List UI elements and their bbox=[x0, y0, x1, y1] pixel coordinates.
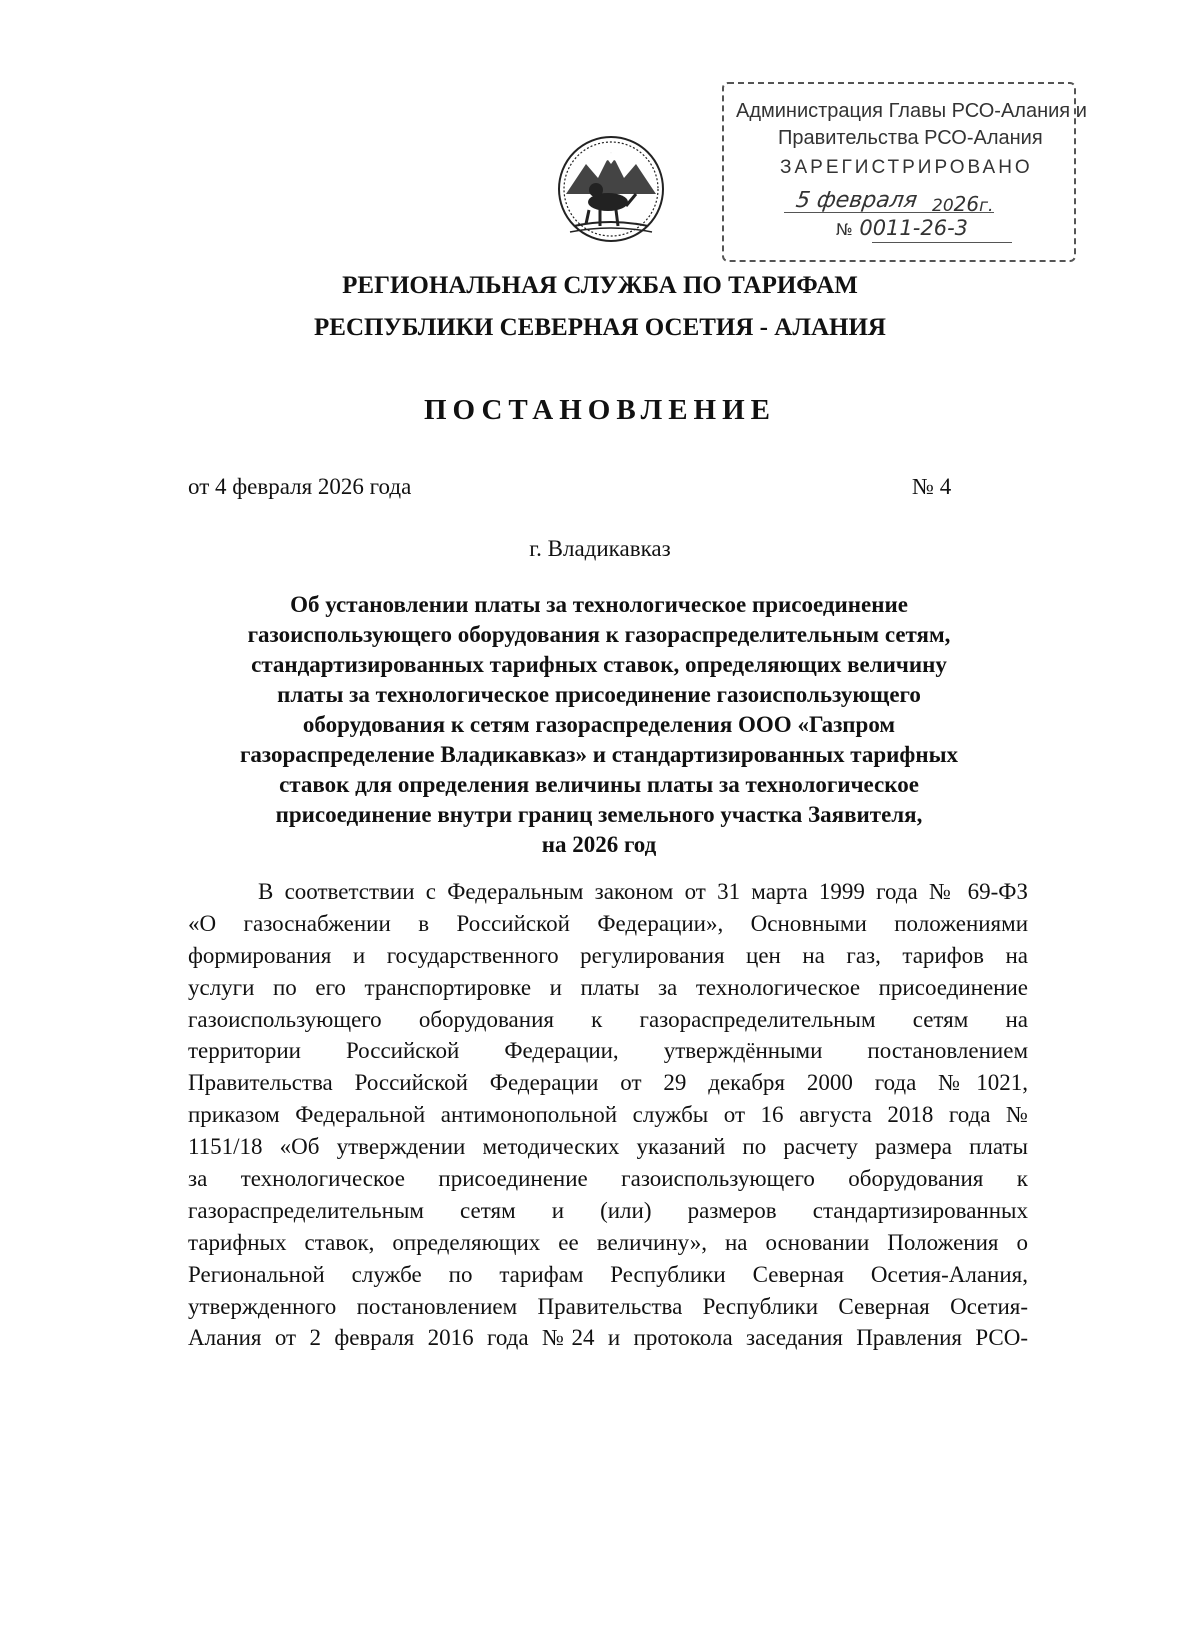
subject-line: на 2026 год bbox=[541, 832, 657, 857]
stamp-date-underline bbox=[784, 212, 994, 213]
stamp-line-government: Правительства РСО-Алания bbox=[778, 127, 1043, 149]
subject-line: платы за технологическое присоединение газоиспользующего bbox=[277, 682, 921, 707]
body-line: Правительства Российской Федерации от 29 декабря 2000 года №1021, bbox=[188, 1070, 1028, 1096]
subject-line: присоединение внутри границ земельного участка Заявителя, bbox=[275, 802, 923, 827]
body-line: утвержденного постановлением Правительства Республики Северная Осетия- bbox=[188, 1293, 1028, 1319]
body-line: тарифных ставок, определяющих ее величину», на основании Положения о bbox=[188, 1229, 1028, 1255]
body-line: 1151/18 «Об утверждении методических указаний по расчету размера платы bbox=[188, 1134, 1028, 1160]
body-line: Алания от 2 февраля 2016 года №24 и протокола заседания Правления РСО- bbox=[188, 1325, 1028, 1351]
stamp-year-suffix: г. bbox=[979, 196, 994, 216]
subject-line: оборудования к сетям газораспределения ООО «Газпром bbox=[302, 712, 896, 737]
subject-line: газоиспользующего оборудования к газораспределительным сетям, bbox=[247, 622, 951, 647]
coat-of-arms-emblem bbox=[556, 134, 666, 244]
document-number: № 4 bbox=[912, 474, 952, 499]
org-name-line2: РЕСПУБЛИКИ СЕВЕРНАЯ ОСЕТИЯ - АЛАНИЯ bbox=[314, 314, 886, 341]
body-line: за технологическое присоединение газоиспользующего оборудования к bbox=[188, 1166, 1028, 1192]
body-line: газоиспользующего оборудования к газораспределительным сетям на bbox=[188, 1006, 1028, 1032]
subject-line: ставок для определения величины платы за технологическое bbox=[279, 772, 919, 797]
subject-line: стандартизированных тарифных ставок, определяющих величину bbox=[251, 652, 947, 677]
stamp-registration-number bbox=[836, 216, 968, 240]
document-city: г. Владикавказ bbox=[529, 536, 671, 561]
document-subject bbox=[178, 590, 1020, 860]
stamp-number-prefix: № bbox=[836, 220, 853, 239]
subject-line: Об установлении платы за технологическое присоединение bbox=[290, 592, 908, 617]
stamp-registered-label: ЗАРЕГИСТРИРОВАНО bbox=[780, 157, 1033, 178]
document-date: от 4 февраля 2026 года bbox=[188, 474, 412, 499]
document-type-title: ПОСТАНОВЛЕНИЕ bbox=[423, 394, 776, 426]
registration-stamp bbox=[722, 82, 1087, 262]
document-body-paragraph bbox=[188, 876, 1028, 1354]
body-line: территории Российской Федерации, утверждёнными постановлением bbox=[188, 1038, 1028, 1064]
body-line: «О газоснабжении в Российской Федерации», Основными положениями bbox=[188, 910, 1028, 936]
body-line: приказом Федеральной антимонопольной службы от 16 августа 2018 года № bbox=[188, 1102, 1028, 1128]
body-line: Региональной службе по тарифам Республики Северная Осетия-Алания, bbox=[188, 1261, 1028, 1287]
stamp-year-handwritten: 26 bbox=[953, 192, 980, 216]
stamp-year-prefix: 20 bbox=[932, 196, 954, 216]
stamp-line-administration: Администрация Главы РСО-Алания и bbox=[736, 100, 1087, 122]
stamp-number-value: 0011-26-3 bbox=[859, 216, 969, 240]
stamp-number-underline bbox=[872, 242, 1012, 243]
body-line: формирования и государственного регулирования цен на газ, тарифов на bbox=[188, 942, 1028, 968]
body-line: услуги по его транспортировке и платы за технологическое присоединение bbox=[188, 974, 1028, 1000]
body-line: газораспределительным сетям и (или) размеров стандартизированных bbox=[188, 1197, 1028, 1223]
subject-line: газораспределение Владикавказ» и стандартизированных тарифных bbox=[239, 742, 959, 767]
body-line: В соответствии с Федеральным законом от 31 марта 1999 года № 69-ФЗ bbox=[258, 879, 1028, 904]
org-name-line1: РЕГИОНАЛЬНАЯ СЛУЖБА ПО ТАРИФАМ bbox=[342, 272, 858, 299]
stamp-registration-day: 5 февраля bbox=[794, 188, 919, 213]
